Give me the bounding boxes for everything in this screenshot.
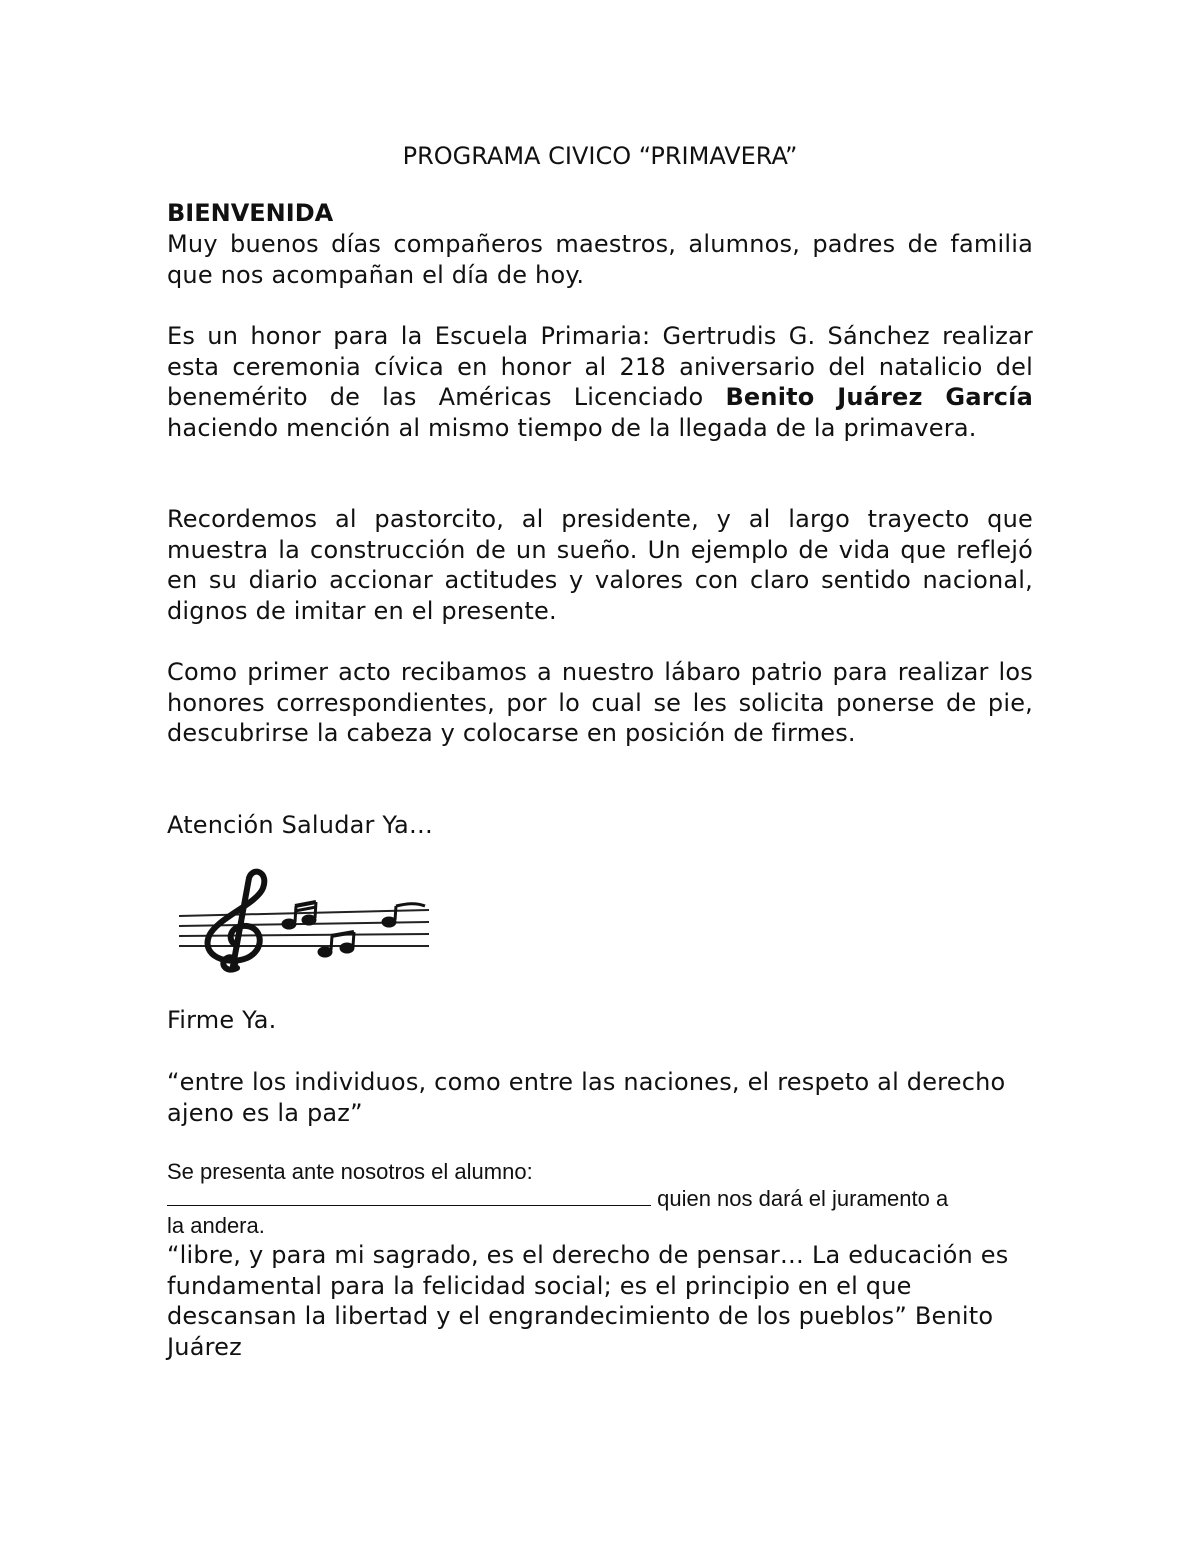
student-presentation-line1: Se presenta ante nosotros el alumno: (167, 1159, 533, 1184)
section-heading: BIENVENIDA (167, 199, 334, 227)
music-staff-treble-clef-icon (167, 866, 442, 978)
remember-paragraph: Recordemos al pastorcito, al presidente, y al largo trayecto que muestra la construcción de un sueño. Un ejemplo de vida que reflejó en su diario accionar actitudes y valores con claro sentido nacional, dignos de imitar en el presente. (167, 505, 1033, 625)
student-presentation-line3: la andera. (167, 1213, 265, 1238)
document-title: PROGRAMA CIVICO “PRIMAVERA” (402, 142, 798, 170)
oath-text: quien nos dará el juramento a (651, 1186, 949, 1211)
juarez-quote-education: “libre, y para mi sagrado, es el derecho de pensar… La educación es fundamental para la felicidad social; es el principio en el que descansan la libertad y el engrandecimiento de los pueblos” Benito Juárez (167, 1241, 1009, 1361)
salute-command: Atención Saludar Ya… (167, 811, 434, 839)
honoree-name: Benito Juárez García (725, 383, 1034, 412)
juarez-quote-peace: “entre los individuos, como entre las naciones, el respeto al derecho ajeno es la paz” (167, 1068, 1006, 1127)
firm-command: Firme Ya. (167, 1006, 277, 1034)
student-presentation-line2 (167, 1185, 1033, 1212)
honor-text-start: Es un honor para la Escuela Primaria: Gertrudis G. Sánchez realizar esta ceremonia cívica en honor al 218 aniversario del natalicio del benemérito de las Américas Licenciado (167, 322, 1033, 412)
student-name-blank (167, 1185, 651, 1206)
first-act-paragraph: Como primer acto recibamos a nuestro lábaro patrio para realizar los honores correspondientes, por lo cual se les solicita ponerse de pie, descubrirse la cabeza y colocarse en posición de firmes. (167, 658, 1033, 748)
honor-paragraph (167, 321, 1033, 443)
welcome-paragraph: Muy buenos días compañeros maestros, alumnos, padres de familia que nos acompañan el día de hoy. (167, 230, 1033, 289)
honor-text-end: haciendo mención al mismo tiempo de la llegada de la primavera. (167, 413, 977, 442)
